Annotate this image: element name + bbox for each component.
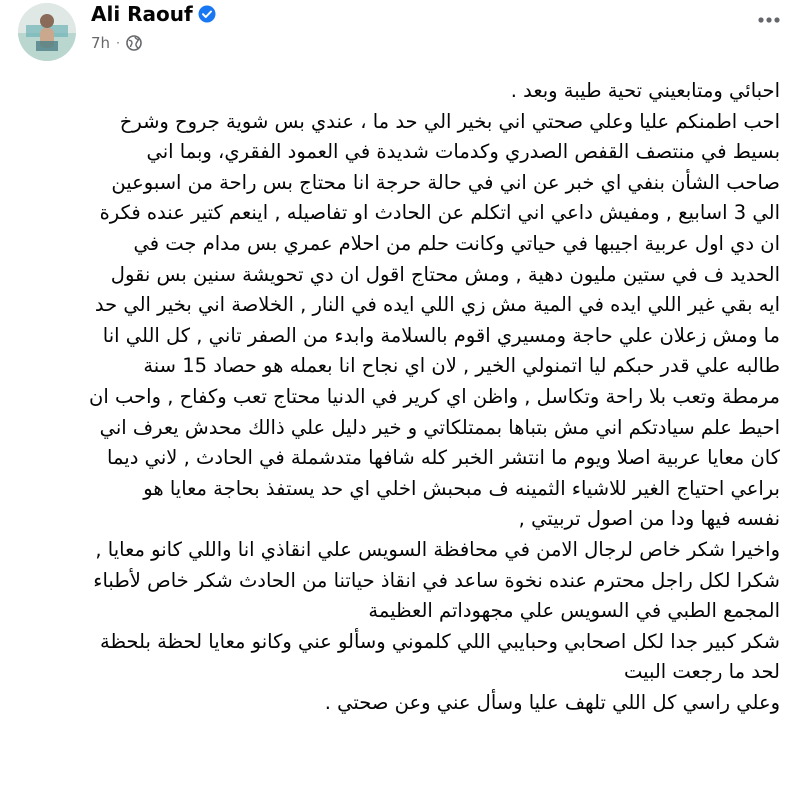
post-text-line: واخيرا شكر خاص لرجال الامن في محافظة السويس علي انقاذي انا واللي كانو معايا , [95,537,780,561]
post-text-line: الي 3 اسابيع , ومفيش داعي اني اتكلم عن الحادث او تفاصيله , اينعم كتير عنده فكرة [99,201,780,225]
post-text-line: مرمطة وتعب بلا راحة وتكاسل , واظن اي كرير في الدنيا محتاج تعب وكفاح , واحب ان [89,384,780,408]
more-options-button[interactable] [752,6,786,34]
post-text-line: شكر كبير جدا لكل اصحابي وحبايبي اللي كلموني وسألو عني وكانو معايا لحظة بلحظة [99,629,780,653]
post-text-line: بسيط في منتصف القفص الصدري وكدمات شديدة في العمود الفقري، وبما اني [146,140,780,164]
post-text [20,76,780,718]
post-text-line: ان دي اول عربية اجيبها في حياتي وكانت حلم من احلام عمري بس مدام جت في [133,231,780,255]
post-text-line: احب اطمنكم عليا وعلي صحتي اني بخير الي حد ما ، عندي بس شوية جروح وشرخ [119,109,780,133]
post-text-line: احبائي ومتابعيني تحية طيبة وبعد . [510,79,780,102]
post-text-line: طالبه علي قدر حبكم ليا اتمنولي الخير , لان اي نجاح انا بعمله هو حصاد 15 سنة [143,354,780,378]
post-text-line: ما ومش زعلان علي حاجة ومسيري اقوم بالسلامة وابدء من الصفر تاني , كل اللي انا [102,323,780,347]
post-text-line: احيط علم سيادتكم اني مش بتباها بممتلكاتي و خير دليل علي ذالك محدش يعرف اني [99,415,780,439]
post-header [0,0,800,70]
post-text-line: لحد ما رجعت البيت [623,660,780,684]
post-text-line: ايه بقي غير اللي ايده في المية مش زي اللي ايده في النار , الخلاصة اني بخير الي حد [94,293,780,317]
post-text-line: صاحب الشأن بنفي اي خبر عن اني في حالة حرجة انا محتاج بس راحة من اسبوعين [111,170,780,194]
post-text-line: براعي احتياج الغير للاشياء الثمينه ف مبحبش اخلي اي حد يستفذ بحاجة معايا هو [143,476,780,500]
post-time[interactable]: 7h [91,34,111,52]
more-options-icon [757,16,781,24]
author-name[interactable]: Ali Raouf [91,2,193,26]
post-text-line: وعلي راسي كل اللي تلهف عليا وسأل عني وعن صحتي . [324,690,780,714]
avatar[interactable] [18,3,76,61]
post-text-line: شكرا لكل راجل محترم عنده نخوة ساعد في انقاذ حياتنا من الحادث شكر خاص لأطباء [93,568,780,592]
post-text-line: نفسه فيها ودا من اصول تربيتي , [518,507,780,531]
post-text-line: الحديد ف في ستين مليون دهية , ومش محتاج اقول ان دي تحويشة سنين بس نقول [110,262,780,286]
post-text-line: كان معايا عربية اصلا ويوم ما انتشر الخبر كله شافها متدشملة في الحادث , لاني ديما [107,446,780,470]
meta-separator: · [116,36,120,50]
verified-badge-icon [198,5,216,23]
author-row [91,2,216,26]
post-meta [91,33,142,53]
post-text-line: المجمع الطبي في السويس علي مجهوداتم العظيمة [368,599,780,623]
globe-icon[interactable] [126,35,142,51]
